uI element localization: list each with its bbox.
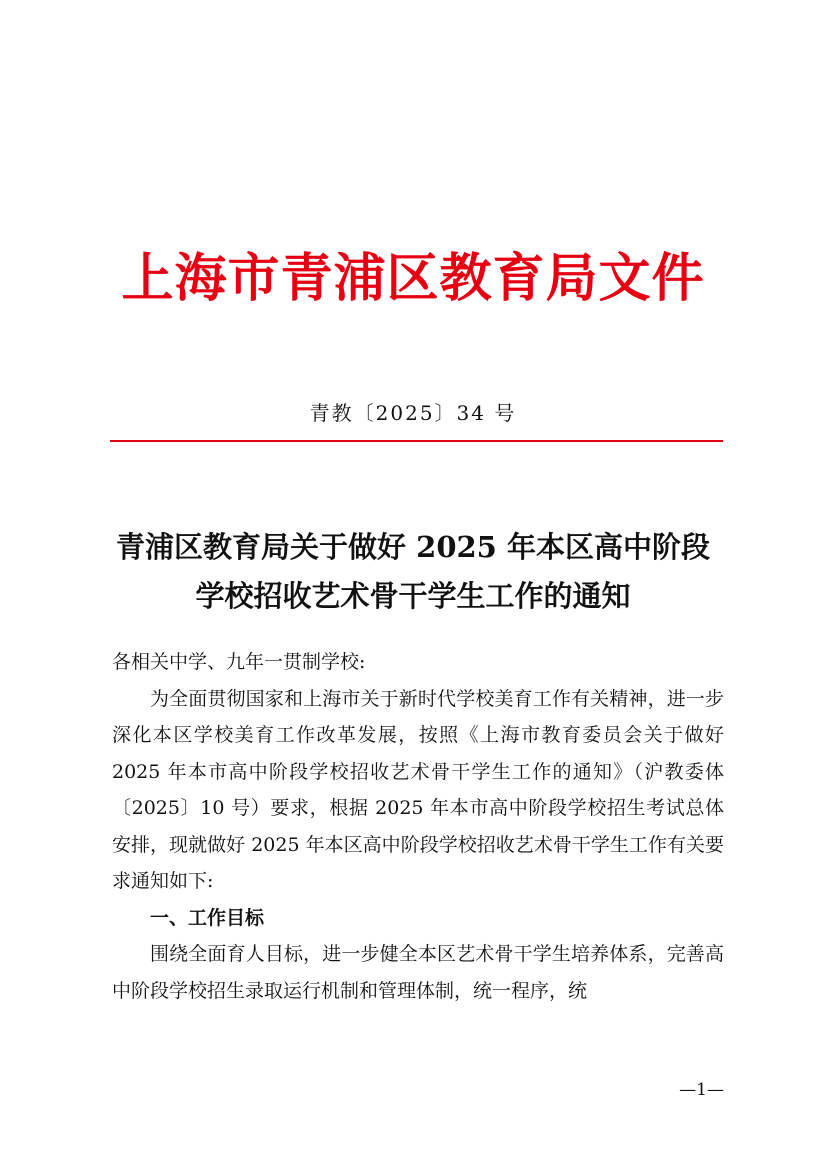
- salutation: 各相关中学、九年一贯制学校:: [112, 651, 366, 673]
- title-line-2: 学校招收艺术骨干学生工作的通知: [195, 579, 631, 613]
- body-paragraph-2: 围绕全面育人目标，进一步健全本区艺术骨干学生培养体系，完善高中阶段学校招生录取运行机制和管理体制，统一程序，统: [112, 943, 724, 1002]
- section-heading-1: 一、工作目标: [150, 906, 265, 929]
- red-divider-line: [110, 440, 723, 442]
- document-masthead: 上海市青浦区教育局文件: [121, 248, 705, 309]
- document-body: [112, 644, 724, 1009]
- title-line-1: 青浦区教育局关于做好 2025 年本区高中阶段: [116, 530, 710, 564]
- page-number: —1—: [679, 1080, 724, 1100]
- document-title: [0, 523, 826, 621]
- body-paragraph-1: 为全面贯彻国家和上海市关于新时代学校美育工作有关精神，进一步深化本区学校美育工作改革发展，按照《上海市教育委员会关于做好 2025 年本市高中阶段学校招收艺术骨干学生工作的通知》（沪教委体〔2025〕10 号）要求，根据 2025 年本市高中阶段学校招生考试总体安排，现就做好 2025 年本区高中阶段学校招收艺术骨干学生工作有关要求通知如下:: [112, 687, 724, 892]
- document-number: 青教〔2025〕34 号: [309, 401, 517, 425]
